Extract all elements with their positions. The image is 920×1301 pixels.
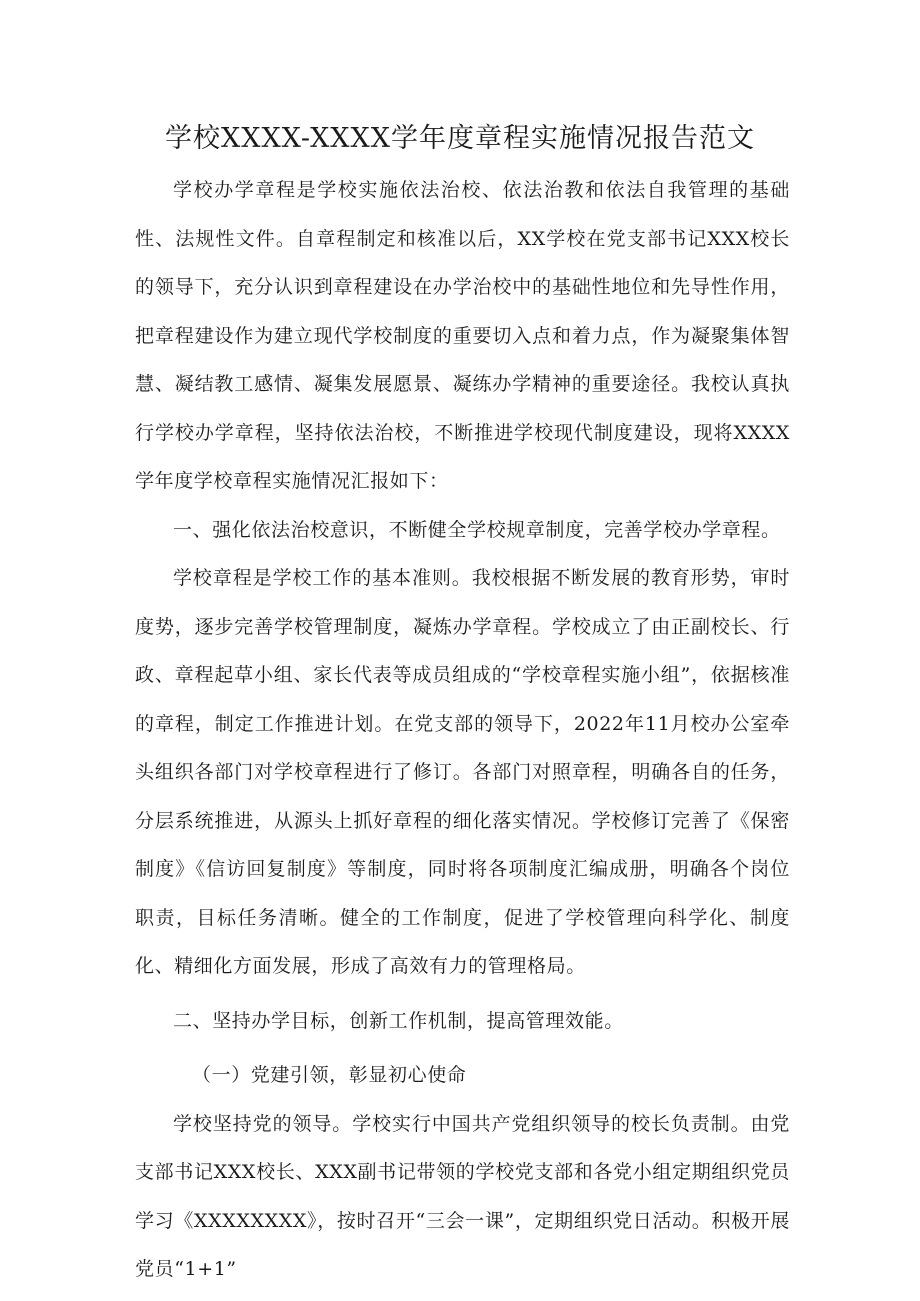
paragraph-section-1: 学校章程是学校工作的基本准则。我校根据不断发展的教育形势，审时度势，逐步完善学校管理制度，凝炼办学章程。学校成立了由正副校长、行政、章程起草小组、家长代表等成员组成的“学校章程实施小组”，依据核准的章程，制定工作推进计划。在党支部的领导下，2022年11月校办公室牵头组织各部门对学校章程进行了修订。各部门对照章程，明确各自的任务，分层系统推进，从源头上抓好章程的细化落实情况。学校修订完善了《保密制度》《信访回复制度》等制度，同时将各项制度汇编成册，明确各个岗位职责，目标任务清晰。健全的工作制度，促进了学校管理向科学化、制度化、精细化方面发展，形成了高效有力的管理格局。	[135, 567, 790, 977]
section-heading-1: 一、强化依法治校意识，不断健全学校规章制度，完善学校办学章程。	[173, 518, 781, 541]
section-heading-2: 二、坚持办学目标，创新工作机制，提高管理效能。	[173, 1009, 624, 1032]
document-body	[135, 166, 790, 1294]
subsection-heading-1: （一）党建引领，彰显初心使命	[192, 1064, 467, 1086]
document-title: 学校XXXX-XXXX学年度章程实施情况报告范文	[165, 123, 755, 154]
paragraph-intro: 学校办学章程是学校实施依法治校、依法治教和依法自我管理的基础性、法规性文件。自章程制定和核准以后，XX学校在党支部书记XXX校长的领导下，充分认识到章程建设在办学治校中的基础性地位和先导性作用，把章程建设作为建立现代学校制度的重要切入点和着力点，作为凝聚集体智慧、凝结教工感情、凝集发展愿景、凝练办学精神的重要途径。我校认真执行学校办学章程，坚持依法治校，不断推进学校现代制度建设，现将XXXX学年度学校章程实施情况汇报如下：	[135, 179, 790, 492]
paragraph-subsection-1: 学校坚持党的领导。学校实行中国共产党组织领导的校长负责制。由党支部书记XXX校长、XXX副书记带领的学校党支部和各党小组定期组织党员学习《XXXXXXXX》，按时召开“三会一课”，定期组织党日活动。积极开展党员“1+1”	[135, 1112, 790, 1280]
